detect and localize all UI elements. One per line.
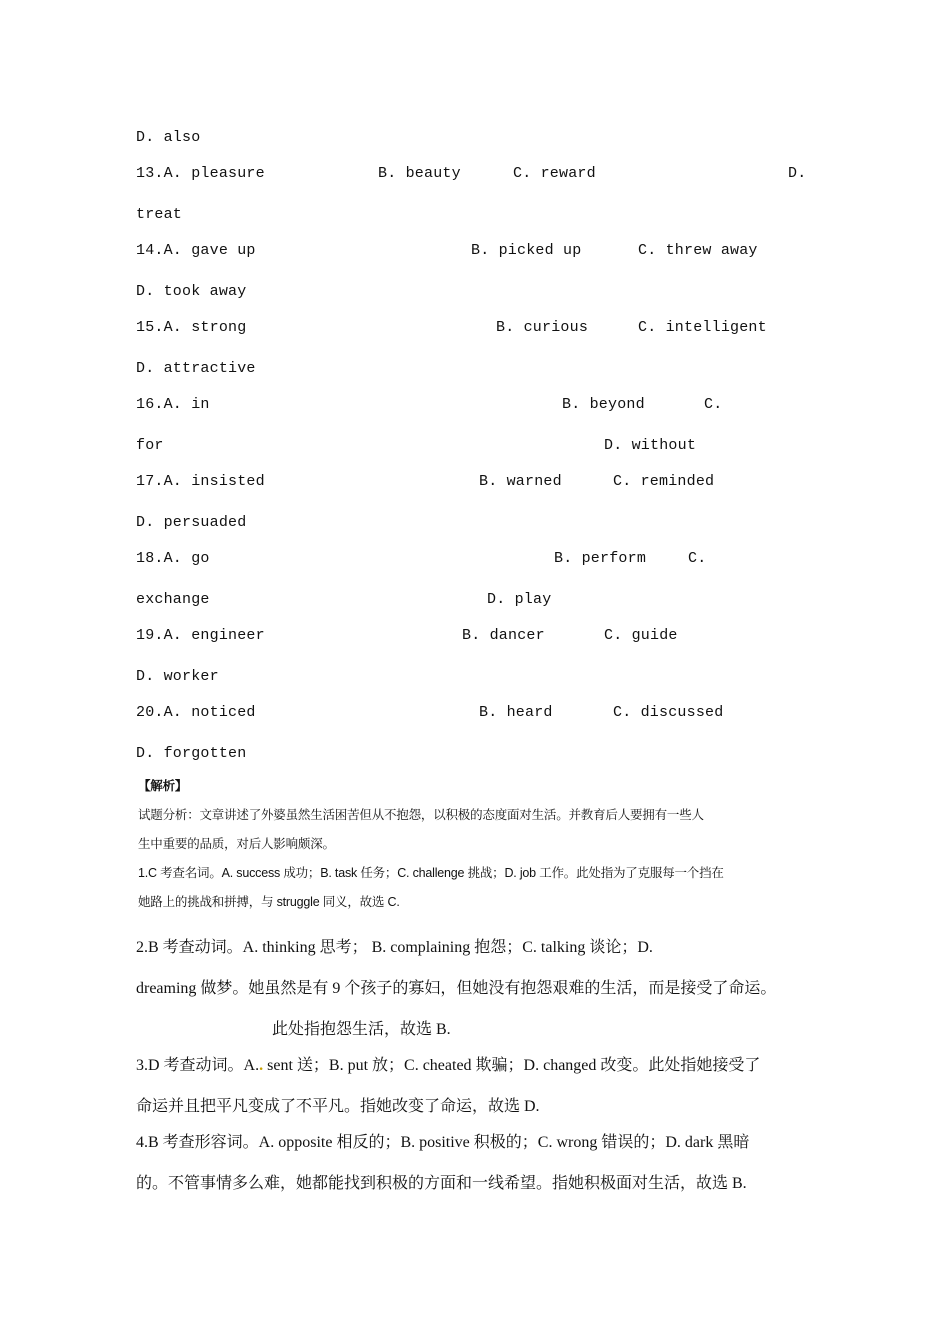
q19-option-a: 19.A. engineer [136,627,265,644]
analysis-summary-line1: 试题分析：文章讲述了外婆虽然生活困苦但从不抱怨，以积极的态度面对生活。并教育后人要拥有一些人 [138,808,704,822]
highlight-dot: . [259,1057,264,1074]
q14-option-c: C. threw away [638,242,758,259]
q17-option-a: 17.A. insisted [136,473,265,490]
q18-option-a: 18.A. go [136,550,210,567]
q19-option-d: D. worker [136,668,219,685]
analysis-item3-line1 [136,1055,760,1077]
q16-option-a: 16.A. in [136,396,210,413]
analysis-item3-rest: sent 送；B. put 放；C. cheated 欺骗；D. changed 改变。此处指她接受了 [263,1057,761,1074]
analysis-item3-prefix: 3.D 考查动词。A. [136,1057,260,1074]
analysis-item1-line2: 她路上的挑战和拼搏，与 struggle 同义，故选 C. [138,895,400,909]
q18-option-c-word: exchange [136,591,210,608]
q12-option-d: D. also [136,129,201,146]
q16-option-c-word: for [136,437,164,454]
analysis-item1-line1: 1.C 考查名词。A. success 成功；B. task 任务；C. challenge 挑战；D. job 工作。此处指为了克服每一个挡在 [138,866,724,880]
q16-option-d: D. without [604,437,697,454]
analysis-item4-line2: 的。不管事情多么难，她都能找到积极的方面和一线希望。指她积极面对生活，故选 B. [136,1175,747,1192]
analysis-item2-line3: 此处指抱怨生活，故选 B. [272,1021,451,1038]
q16-option-b: B. beyond [562,396,645,413]
q13-option-b: B. beauty [378,165,461,182]
q18-option-c-letter: C. [688,550,707,567]
analysis-item2-line1: 2.B 考查动词。A. thinking 思考； B. complaining 抱怨；C. talking 谈论；D. [136,939,653,956]
q17-option-b: B. warned [479,473,562,490]
q17-option-c: C. reminded [613,473,715,490]
q18-option-d: D. play [487,591,552,608]
q15-option-c: C. intelligent [638,319,767,336]
q13-option-a: 13.A. pleasure [136,165,265,182]
analysis-item4-line1: 4.B 考查形容词。A. opposite 相反的；B. positive 积极的；C. wrong 错误的；D. dark 黑暗 [136,1134,750,1151]
q13-option-d-word: treat [136,206,183,223]
analysis-summary-line2: 生中重要的品质，对后人影响颇深。 [138,837,335,851]
q20-option-c: C. discussed [613,704,724,721]
analysis-item3-line2: 命运并且把平凡变成了不平凡。指她改变了命运，故选 D. [136,1098,540,1115]
q14-option-b: B. picked up [471,242,582,259]
q14-option-a: 14.A. gave up [136,242,256,259]
q15-option-a: 15.A. strong [136,319,247,336]
q14-option-d: D. took away [136,283,247,300]
q16-option-c-letter: C. [704,396,723,413]
q19-option-b: B. dancer [462,627,545,644]
q19-option-c: C. guide [604,627,678,644]
q13-option-c: C. reward [513,165,596,182]
analysis-heading: 【解析】 [138,779,188,793]
analysis-item2-line2: dreaming 做梦。她虽然是有 9 个孩子的寡妇，但她没有抱怨艰难的生活，而是接受了命运。 [136,980,777,997]
q20-option-a: 20.A. noticed [136,704,256,721]
q15-option-b: B. curious [496,319,589,336]
q20-option-d: D. forgotten [136,745,247,762]
q15-option-d: D. attractive [136,360,256,377]
q18-option-b: B. perform [554,550,647,567]
q17-option-d: D. persuaded [136,514,247,531]
q13-option-d-letter: D. [788,165,807,182]
q20-option-b: B. heard [479,704,553,721]
